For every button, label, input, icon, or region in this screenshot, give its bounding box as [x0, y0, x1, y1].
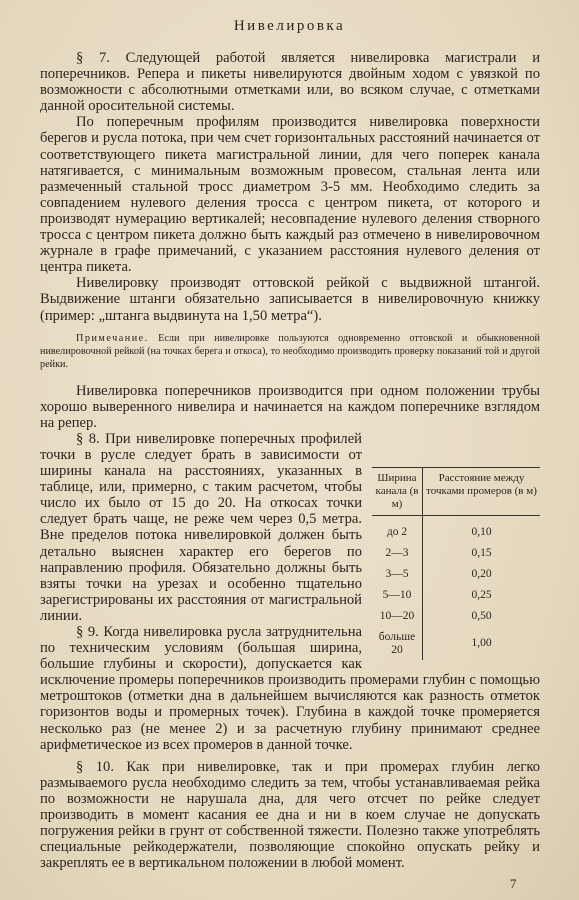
- paragraph-7: § 7. Следующей работой является нивелировка магистрали и поперечников. Репера и пикеты нивелируются двойным ходом с увязкой по возможности с абсолютными отметками или, во всяком случае, с отметками данной оросительной системы.: [40, 50, 540, 115]
- table-row: [372, 543, 540, 564]
- note-text: Если при нивелировке пользуются одновременно оттовской и обыкновенной нивелировочной рейкой (на точках берега и откоса), то необходимо производить проверку показаний той и другой рейки.: [40, 332, 541, 370]
- cell-distance: 0,15: [471, 547, 492, 560]
- cell-width: до 2: [372, 522, 423, 543]
- table-row: [372, 627, 540, 660]
- note-label: Примечание.: [76, 332, 149, 344]
- running-header: Нивелировка: [233, 18, 346, 34]
- cell-distance: 0,20: [471, 568, 492, 581]
- cell-width: 2—3: [372, 543, 423, 564]
- table-header-row: [372, 467, 540, 515]
- cell-distance: 1,00: [471, 637, 492, 650]
- paragraph-profiles: По поперечным профилям производится нивелировка поверхности берегов и русла потока, при чем счет горизонтальных расстояний начинается от соответствующего пикета магистральной линии, для чего поперек канала натягивается, с минимальным возможным провесом, стальная лента или размеченный стальной тросс диаметром 3-5 мм. Необходимо следить за совпадением нулевого деления тросса с центром пикета, от которого и производят нумерацию вертикалей; несовпадение нулевого деления створного тросса с центром пикета должно быть каждый раз отмечено в нивелировочном журнале в графе примечаний, с указанием расстояния нулевого деления от центра пикета.: [40, 114, 540, 276]
- header-channel-width: Ширина канала (в м): [372, 467, 423, 515]
- table-row: [372, 522, 540, 543]
- cell-width: 5—10: [372, 585, 423, 606]
- table-row: [372, 585, 540, 606]
- paragraph-8-intro: [40, 430, 540, 656]
- table-row: [372, 564, 540, 585]
- table-row: [372, 606, 540, 627]
- header-point-distance: Расстояние между точками промеров (в м): [423, 467, 541, 515]
- page-body: [40, 50, 540, 871]
- paragraph-cross-sections: Нивелировка поперечников производится при одном положении трубы хорошо выверенного нивелира и начинается на каждом поперечнике взглядом на репер.: [40, 382, 540, 431]
- cell-distance: 0,25: [471, 589, 492, 602]
- table-section: [40, 430, 540, 656]
- cell-width: больше 20: [372, 627, 423, 660]
- cell-width: 3—5: [372, 564, 423, 585]
- paragraph-rod: Нивелировку производят оттовской рейкой с выдвижной штангой. Выдвижение штанги обязательно записывается в нивелировочную книжку (пример: „штанга выдвинута на 1,50 метра“).: [40, 275, 540, 324]
- paragraph-8-text: § 8. При нивелировке поперечных профилей точки в русле следует брать в зависимости от ширины канала на расстояниях, указанных в таблице, или, примерно, с таким расчетом, чтобы число их было от 15 до 20. На откосах точки следует брать чаще, не реже чем через 0,5 метра. Вне пределов потока нивелировкой должен быть детально выяснен характер его берегов по направлению профиля. Обязательно должны быть взяты точки на урезах и особенно тщательно зарегистрированы их расстояния от магистральной линии.: [40, 430, 362, 624]
- footnote-note: [40, 332, 540, 371]
- cell-distance: 0,10: [471, 526, 492, 539]
- cell-width: 10—20: [372, 606, 423, 627]
- spacing-table: [372, 467, 540, 660]
- paragraph-9: § 9. Когда нивелировка русла затруднительна по техническим условиям (большая ширина, большие глубины и скорости), допускается как исключение промеры поперечников производить промерами глубин с помощью метроштоков (отметки дна в дальнейшем вычисляются как разность отметок горизонтов воды и промерных точек). Глубина в каждой точке промеряется несколько раз (не менее 2) и за расчетную глубину принимают среднее арифметическое из всех промеров в данной точке.: [40, 624, 540, 753]
- page-number: 7: [510, 876, 517, 891]
- paragraph-10: § 10. Как при нивелировке, так и при промерах глубин легко размываемого русла необходимо следить за тем, чтобы устанавливаемая рейка по возможности не нарушала дна, для чего отсчет по рейке следует производить в момент касания ее дна и ни в коем случае не допускать погружения рейки в грунт от собственной тяжести. Полезно также употреблять специальные рейкодержатели, позволяющие спокойно опускать рейку и закреплять ее в вертикальном положении в любой момент.: [40, 758, 540, 872]
- cell-distance: 0,50: [471, 610, 492, 623]
